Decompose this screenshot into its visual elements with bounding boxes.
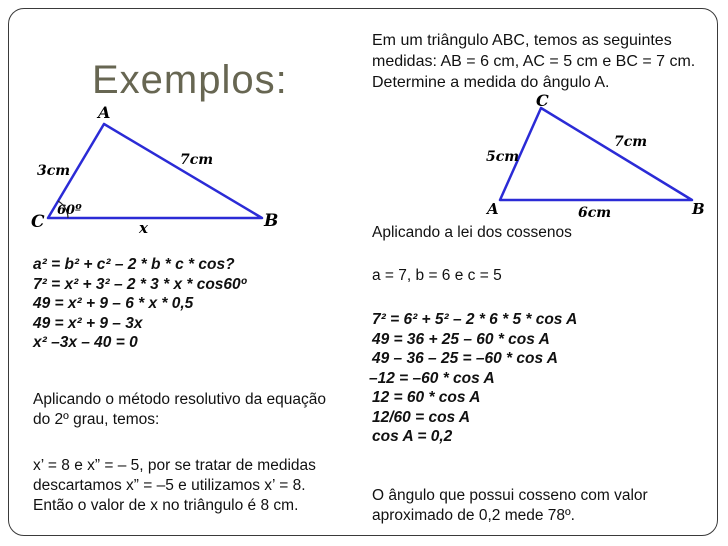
triangle-2-side-ac: 5cm — [486, 149, 520, 165]
right-equation-7: cos A = 0,2 — [372, 428, 453, 445]
problem-statement: Em um triângulo ABC, temos as seguintes medidas: AB = 6 cm, AC = 5 cm e BC = 7 cm. Determine a medida do ângulo A. — [372, 32, 696, 91]
result-line-2: descartamos x” = –5 e utilizamos x’ = 8. — [33, 477, 306, 494]
result-line-3: Então o valor de x no triângulo é 8 cm. — [33, 497, 299, 514]
triangle-1-side-ac: 3cm — [37, 163, 71, 179]
right-equation-5: 12 = 60 * cos A — [372, 389, 481, 406]
right-equation-2: 49 = 36 + 25 – 60 * cos A — [372, 330, 550, 348]
triangle-1-vertex-a: A — [98, 103, 111, 122]
triangle-2-vertex-c: C — [536, 91, 549, 110]
triangle-2-side-cb: 7cm — [614, 134, 648, 150]
right-equation-1: 7² = 6² + 5² – 2 * 6 * 5 * cos A — [372, 311, 578, 328]
right-equations — [369, 310, 578, 447]
left-equation-2: 7² = x² + 3² – 2 * 3 * x * cos60º — [33, 275, 247, 293]
law-heading: Aplicando a lei dos cossenos — [372, 224, 572, 241]
triangle-2-side-ab: 6cm — [578, 205, 612, 221]
left-equation-5: x² –3x – 40 = 0 — [33, 334, 138, 351]
left-equation-3: 49 = x² + 9 – 6 * x * 0,5 — [33, 295, 194, 312]
assignments: a = 7, b = 6 e c = 5 — [372, 267, 502, 284]
right-equation-3: 49 – 36 – 25 = –60 * cos A — [372, 350, 558, 367]
left-equation-1: a² = b² + c² – 2 * b * c * cos? — [33, 256, 235, 273]
method-line-2: do 2º grau, temos: — [33, 411, 160, 428]
method-line-1: Aplicando o método resolutivo da equação — [33, 391, 326, 408]
triangle-1-vertex-b: B — [264, 211, 279, 231]
left-equations — [33, 255, 246, 353]
triangle-1-side-ab: 7cm — [180, 152, 214, 168]
triangle-1-vertex-c: C — [31, 212, 45, 232]
right-equation-6: 12/60 = cos A — [372, 408, 471, 426]
conclusion-line-1: O ângulo que possui cosseno com valor — [372, 487, 648, 504]
triangle-2-vertex-a: A — [487, 200, 499, 218]
triangle-1-side-cb: x — [139, 219, 148, 237]
slide-title: Exemplos: — [92, 58, 288, 102]
triangle-1-angle-c: 60º — [57, 203, 82, 218]
triangle-2-shape — [500, 108, 692, 200]
triangle-2-vertex-b: B — [692, 200, 705, 218]
result-line-1: x’ = 8 e x” = – 5, por se tratar de medidas — [33, 457, 316, 474]
right-equation-4: –12 = –60 * cos A — [369, 369, 495, 387]
conclusion-line-2: aproximado de 0,2 mede 78º. — [372, 507, 575, 524]
left-equation-4: 49 = x² + 9 – 3x — [33, 314, 143, 332]
